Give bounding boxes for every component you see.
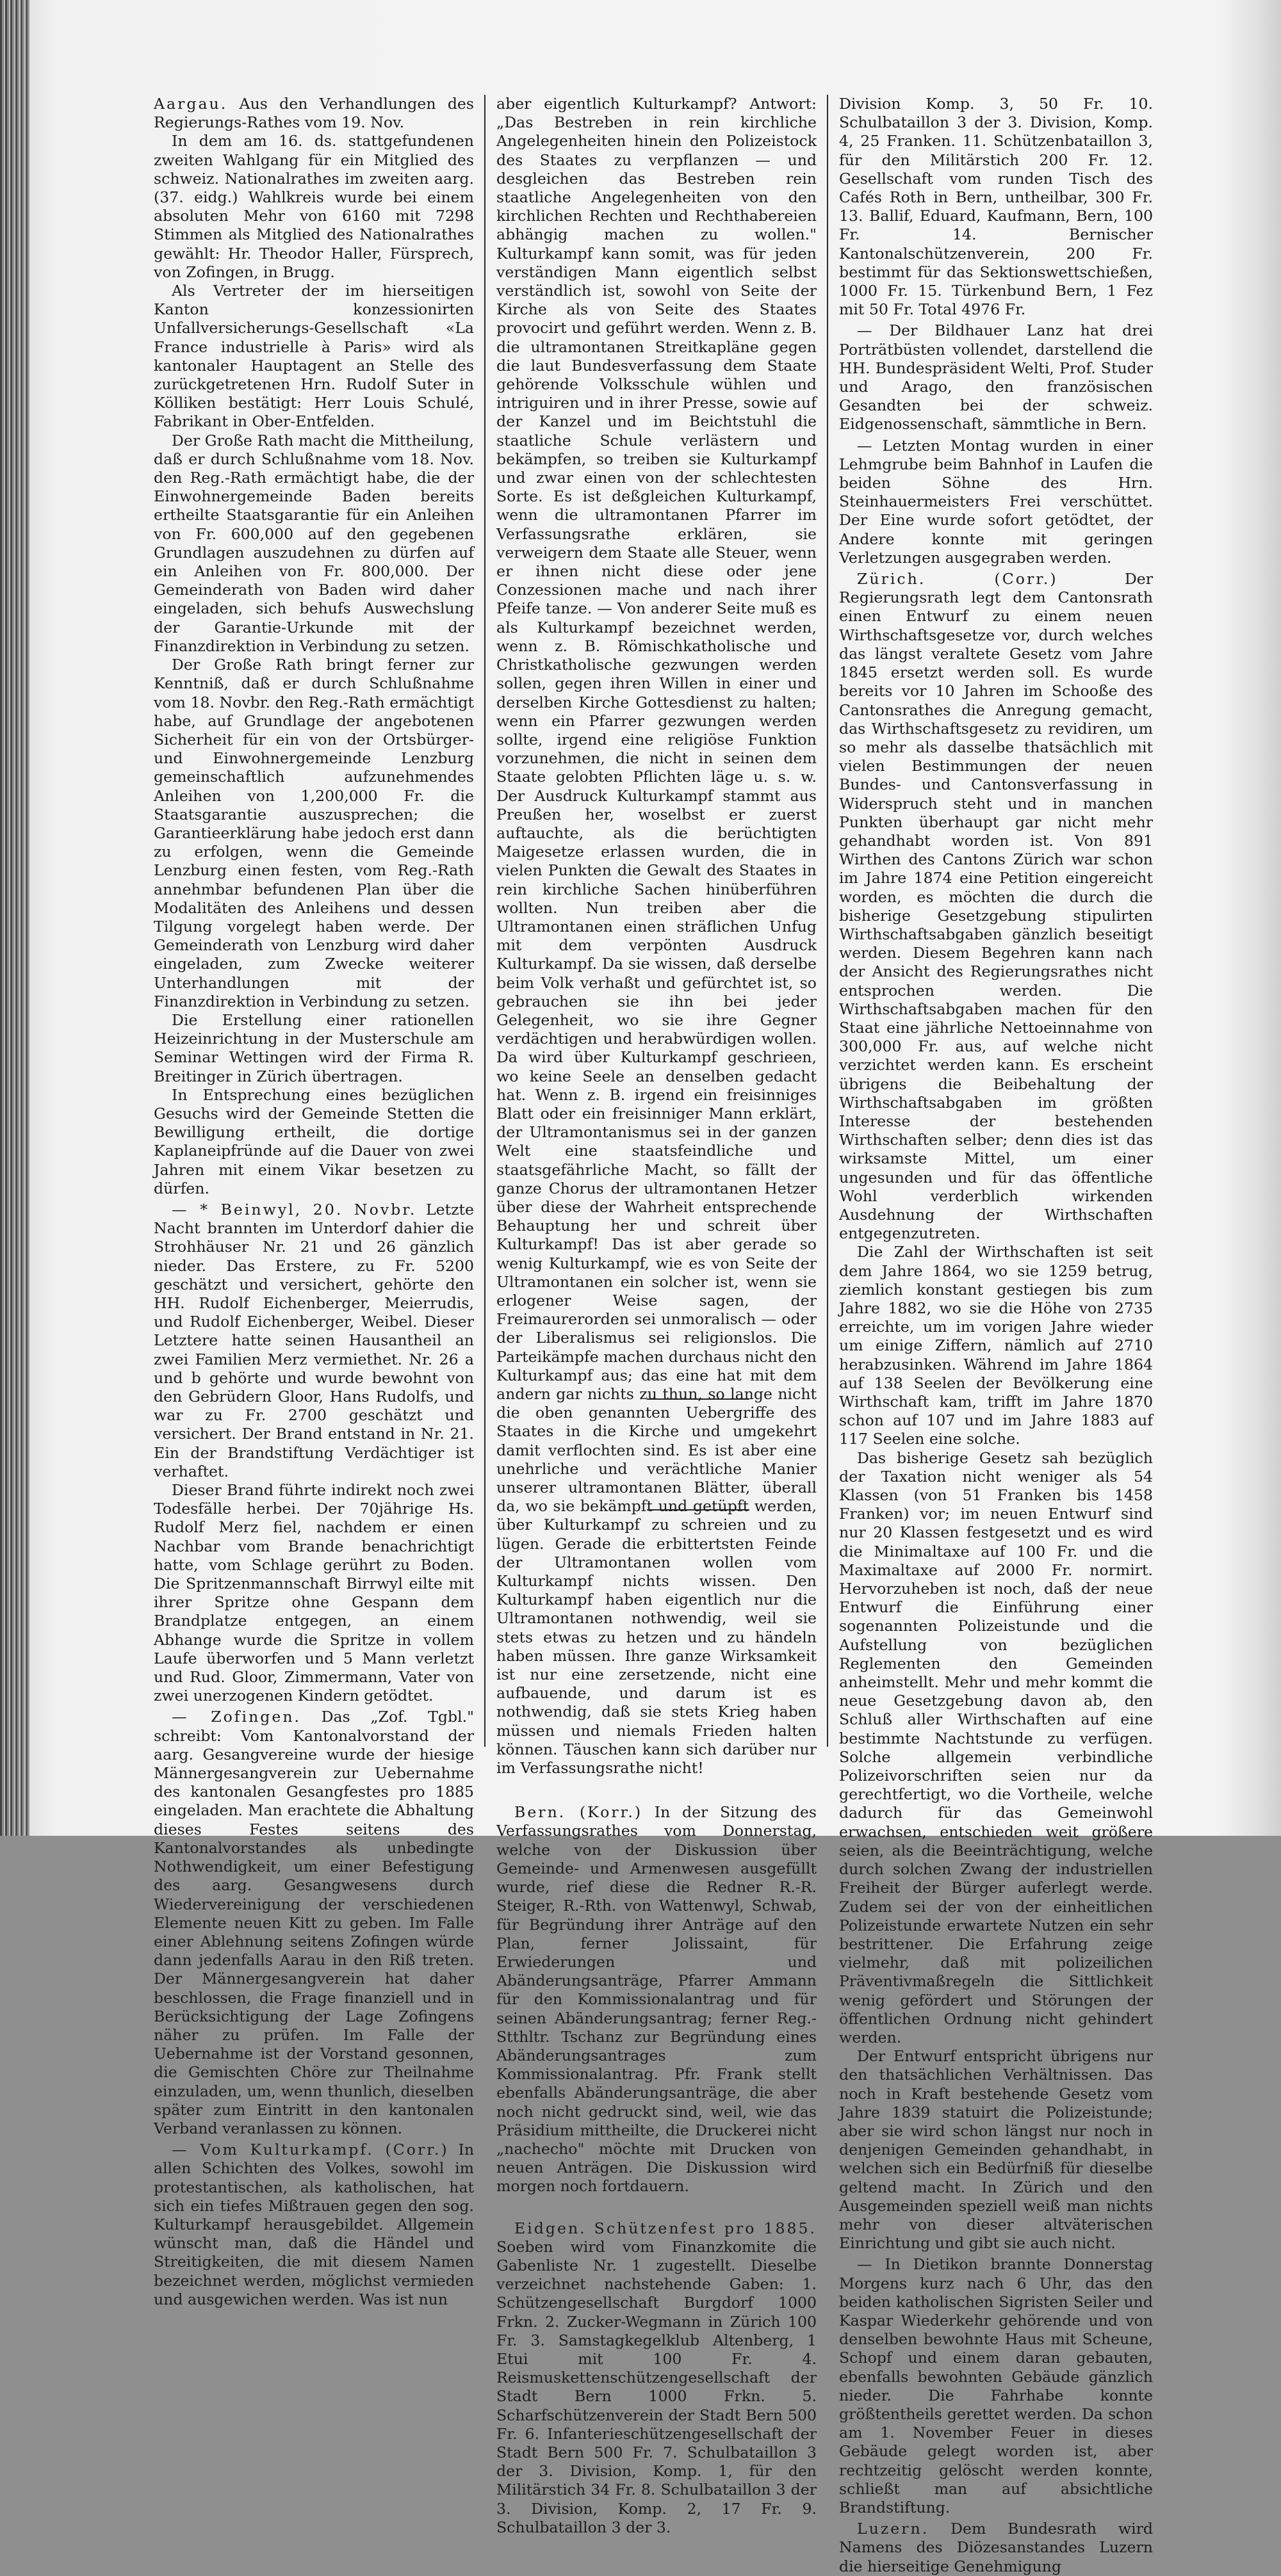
paragraph: Der Große Rath bringt ferner zur Kenntniß, daß er durch Schlußnahme vom 18. Novbr. den Reg.-Rath ermächtigt habe, auf Grundlage der angebotenen Sicherheit für ein von der Ortsbürger- und Einwohnergemeinde Lenzburg gemeinschaftlich aufzunehmendes Anleihen von 1,200,000 Fr. die Staatsgarantie auszusprechen; die Garantieerklärung habe jedoch erst dann zu erfolgen, wenn die Gemeinde Lenzburg einen festen, vom Reg.-Rath annehmbar befundenen Plan über die Modalitäten des Anleihens und dessen Tilgung vorgelegt haben werde. Der Gemeinderath von Lenzburg wird daher eingeladen, zum Zwecke weiterer Unterhandlungen mit der Finanzdirektion in Verbindung zu setzen. — [154, 656, 474, 1010]
paragraph: Die Zahl der Wirthschaften ist seit dem Jahre 1864, wo sie 1259 betrug, ziemlich konstant gestiegen bis zum Jahre 1882, wo sie die Höhe von 2735 erreichte, um im vorigen Jahre wieder um einige Ziffern, nämlich auf 2710 herabzusinken. Während im Jahre 1864 auf 138 Seelen der Bevölkerung eine Wirthschaft kam, trifft im Jahre 1870 schon auf 107 und im Jahre 1883 auf 117 Seelen eine solche. — [839, 1243, 1153, 1448]
article-luzern: Luzern. Dem Bundesrath wird Namens des Diözesanstandes Luzern die hierseitige Genehmigung — [839, 2520, 1153, 2575]
heading-luzern: Luzern. — [857, 2520, 929, 2538]
heading-bern: Bern. (Korr.) — [514, 1803, 643, 1822]
article-laufen: — Letzten Montag wurden in einer Lehmgrube beim Bahnhof in Laufen die beiden Söhne des Hrn. Steinhauermeisters Frei verschüttet. Der Eine wurde sofort getödtet, der Andere konnte mit geringen Verletzungen ausgegraben werden. — [839, 436, 1153, 567]
column-divider-2 — [827, 95, 828, 1747]
article-zuerich: Zürich. (Corr.) Der Regierungsrath legt dem Cantonsrath einen Entwurf zu einem neuen Wirthschaftsgesetze vor, durch welches das längst veraltete Gesetz vom Jahre 1845 ersetzt werden soll. Es wurde bereits vor 10 Jahren im Schooße des Cantonsrathes die Anregung gemacht, das Wirthschaftsgesetz zu revidiren, um so mehr als dasselbe thatsächlich mit vielen Bestimmungen der neuen Bundes- und Cantonsverfassung in Widerspruch steht und in manchen Punkten überhaupt gar nicht mehr gehandhabt worden ist. Von 891 Wirthen des Cantons Zürich war schon im Jahre 1874 eine Petition eingereicht worden, es möchten die durch die bisherige Gesetzgebung stipulirten Wirthschaftsabgaben gänzlich beseitigt werden. Diesem Begehren kann nach der Ansicht des Regierungsrathes nicht entsprochen werden. Die Wirthschaftsabgaben machen für den Staat eine jährliche Nettoeinnahme von 300,000 Fr. aus, auf welche nicht verzichtet werden kann. Es erscheint übrigens die Beibehaltung der Wirthschaftsabgaben im größten Interesse der bestehenden Wirthschaften selber; denn dies ist das wirksamste Mittel, um einer ungesunden und für das öffentliche Wohl verderblich wirkenden Ausdehnung der Wirthschaften entgegenzutreten. — [839, 570, 1153, 1243]
article-schuetzenfest-continued: Division Komp. 3, 50 Fr. 10. Schulbataillon 3 der 3. Division, Komp. 4, 25 Franken. 11. Schützenbataillon 3, für den Militärstich 200 Fr. 12. Gesellschaft vom runden Tisch des Cafés Roth in Bern, untheilbar, 300 Fr. 13. Ballif, Eduard, Kaufmann, Bern, 100 Fr. 14. Bernischer Kantonalschützenverein, 200 Fr. bestimmt für das Sektionswettschießen, 1000 Fr. 15. Türkenbund Bern, 1 Fez mit 50 Fr. Total 4976 Fr. — [839, 95, 1153, 319]
heading-zofingen: — Zofingen. — [172, 1708, 302, 1726]
column-divider-1 — [484, 95, 485, 1747]
article-kulturkampf: — Vom Kulturkampf. (Corr.) In allen Schichten des Volkes, sowohl im protestantischen, als katholischen, hat sich ein tiefes Mißtrauen gegen den sog. Kulturkampf herausgebildet. Allgemein wünscht man, daß die Händel und Streitigkeiten, die mit diesem Namen bezeichnet werden, möglichst vermieden und ausgewichen werden. Was ist nun — [154, 2141, 475, 2308]
article-aargau-intro: Aargau. Aus den Verhandlungen des Regierungs-Rathes vom 19. Nov. — [154, 95, 474, 132]
paragraph: Der Große Rath macht die Mittheilung, daß er durch Schlußnahme vom 18. Nov. den Reg.-Rath ermächtigt habe, die der Einwohnergemeinde Baden bereits ertheilte Staatsgarantie für ein Anleihen von Fr. 600,000 auf den gegebenen Grundlagen auszudehnen zu dürfen auf ein Anleihen von Fr. 800,000. Der Gemeinderath von Baden wird daher eingeladen, sich behufs Auswechslung der Garantie-Urkunde mit der Finanzdirektion in Verbindung zu setzen. — [154, 431, 474, 655]
article-zofingen: — Zofingen. Das „Zof. Tgbl." schreibt: Vom Kantonalvorstand der aarg. Gesangvereine wurde der hiesige Männergesangverein zur Uebernahme des kantonalen Gesangfestes pro 1885 eingeladen. Man erachtete die Abhaltung dieses Festes seitens des Kantonalvorstandes als unbedingte Nothwendigkeit, um einer Befestigung des aarg. Gesangwesens durch Wiedervereinigung der verschiedenen Elemente neuen Kitt zu geben. Im Falle einer Ablehnung seitens Zofingen würde dann jedenfalls Aarau in den Riß treten. Der Männergesangverein hat daher beschlossen, die Frage finanziell und in Berücksichtigung der Lage Zofingens näher zu prüfen. Im Falle der Uebernahme ist der Vorstand gesonnen, die Gemischten Chöre zur Theilnahme einzuladen, um, wenn thunlich, dieselben später zum Eintritt in den kantonalen Verband veranlassen zu können. — [154, 1708, 474, 2137]
article-lanz: — Der Bildhauer Lanz hat drei Porträtbüsten vollendet, darstellend die HH. Bundespräsident Welti, Prof. Studer und Arago, den französischen Gesandten bei der schweiz. Eidgenossenschaft, sämmtliche in Bern. — [839, 321, 1153, 433]
paragraph: In Entsprechung eines bezüglichen Gesuchs wird der Gemeinde Stetten die Bewilligung ertheilt, die dortige Kaplaneipfründe auf die Dauer von zwei Jahren mit einem Vikar besetzen zu dürfen. — [154, 1085, 474, 1197]
article-beinwyl: — * Beinwyl, 20. Novbr. Letzte Nacht brannten im Unterdorf dahier die Strohhäuser Nr. 21 und 26 gänzlich nieder. Das Erstere, zu Fr. 5200 geschätzt und versichert, gehörte den HH. Rudolf Eichenberger, Meierrudis, und Rudolf Eichenberger, Weibel. Dieser Letztere hatte seinen Hausantheil an zwei Familien Merz vermiethet. Nr. 26 a und b gehörte und wurde bewohnt von den Gebrüdern Gloor, Hans Rudolfs, und war zu Fr. 2700 geschätzt und versichert. Der Brand entstand in Nr. 21. Ein der Brandstiftung Verdächtiger ist verhaftet. — [154, 1200, 474, 1480]
newspaper-sheet — [154, 95, 1153, 2575]
column-2 — [496, 95, 817, 2536]
column-1 — [154, 95, 475, 2308]
heading-beinwyl: — * Beinwyl, 20. Novbr. — [172, 1200, 417, 1219]
paragraph: In dem am 16. ds. stattgefundenen zweiten Wahlgang für ein Mitglied des schweiz. Nationalrathes im zweiten aarg. (37. eidg.) Wahlkreis wurde bei einem absoluten Mehr von 6160 mit 7298 Stimmen als Mitglied des Nationalrathes gewählt: Hr. Theodor Haller, Fürsprech, von Zofingen, in Brugg. — [154, 132, 474, 281]
column-3 — [839, 95, 1153, 2575]
paragraph: Dieser Brand führte indirekt noch zwei Todesfälle herbei. Der 70jährige Hs. Rudolf Merz fiel, nachdem er einen Nachbar vom Brande benachrichtigt hatte, vom Schlage gerührt zu Boden. Die Spritzenmannschaft Birrwyl eilte mit ihrer Spritze ohne Gespann dem Brandplatze entgegen, an einem Abhange wurde die Spritze in vollem Laufe überworfen und 5 Mann verletzt und Rud. Gloor, Zimmermann, Vater von zwei unerzogenen Kindern getödtet. — [154, 1481, 474, 1705]
article-bern: Bern. (Korr.) In der Sitzung des Verfassungsrathes vom Donnerstag, welche von der Diskussion über Gemeinde- und Armenwesen ausgefüllt wurde, rief diese die Redner R.-R. Steiger, R.-Rth. von Wattenwyl, Schwab, für Begründung ihrer Anträge auf den Plan, ferner Jolissaint, für Erwiederungen und Abänderungsanträge, Pfarrer Ammann für den Kommissionalantrag und für seinen Abänderungsantrag; ferner Reg.-Stthltr. Tschanz zur Begründung eines Abänderungsantrages zum Kommissionalantrag. Pfr. Frank stellt ebenfalls Abänderungsanträge, die aber noch nicht gedruckt sind, weil, wie das Präsidium mittheilte, die Druckerei nicht „nachecho" möchte mit Drucken von neuen Anträgen. Die Diskussion wird morgen noch fortdauern. — [496, 1803, 817, 2196]
paragraph: Als Vertreter der im hierseitigen Kanton konzessionirten Unfallversicherungs-Gesellschaft «La France industrielle à Paris» wird als kantonaler Hauptagent an Stelle des zurückgetretenen Hrn. Rudolf Suter in Kölliken bestätigt: Herr Louis Schulé, Fabrikant in Ober-Entfelden. — [154, 282, 474, 431]
article-dietikon: — In Dietikon brannte Donnerstag Morgens kurz nach 6 Uhr, das den beiden katholischen Sigristen Seiler und Kaspar Wiederkehr gehörende und von denselben bewohnte Haus mit Scheune, Schopf und einem daran gebauten, ebenfalls bewohnten Gebäude gänzlich nieder. Die Fahrhabe konnte größtentheils gerettet werden. Da schon am 1. November Feuer in dieses Gebäude gelegt worden ist, aber rechtzeitig gelöscht werden konnte, schließt man auf absichtliche Brandstiftung. — [839, 2255, 1153, 2516]
paragraph: Der Entwurf entspricht übrigens nur den thatsächlichen Verhältnissen. Das noch in Kraft bestehende Gesetz vom Jahre 1839 statuirt die Polizeistunde; aber sie wird schon längst nur noch in denjenigen Gemeinden gehandhabt, in welchen sich ein Bedürfniß für dieselbe geltend macht. In Zürich und den Ausgemeinden speziell weiß man nichts mehr von dieser altväterischen Einrichtung und gibt sie auch nicht. — [839, 2047, 1153, 2253]
heading-zuerich: Zürich. (Corr.) — [857, 570, 1058, 588]
article-schuetzenfest: Eidgen. Schützenfest pro 1885. Soeben wird vom Finanzkomite die Gabenliste Nr. 1 zugestellt. Dieselbe verzeichnet nachstehende Gaben: 1. Schützengesellschaft Burgdorf 1000 Frkn. 2. Zucker-Wegmann in Zürich 100 Fr. 3. Samstagkegelklub Altenberg, 1 Etui mit 100 Fr. 4. Reismuskettenschützengesellschaft der Stadt Bern 1000 Frkn. 5. Scharfschützenverein der Stadt Bern 500 Fr. 6. Infanterieschützengesellschaft der Stadt Bern 500 Fr. 7. Schulbataillon 3 der 3. Division, Komp. 1, für den Militärstich 34 Fr. 8. Schulbataillon 3 der 3. Division, Komp. 2, 17 Fr. 9. Schulbataillon 3 der 3. — [496, 2219, 817, 2536]
heading-schuetzenfest: Eidgen. Schützenfest pro 1885. — [514, 2219, 817, 2237]
paragraph: Das bisherige Gesetz sah bezüglich der Taxation nicht weniger als 54 Klassen (von 51 Franken bis 1458 Franken) vor; im neuen Entwurf sind nur 20 Klassen festgesetzt und es wird die Minimaltaxe auf 100 Fr. und die Maximaltaxe auf 2000 Fr. normirt. Hervorzuheben ist noch, daß der neue Entwurf die Einführung einer sogenannten Polizeistunde und die Aufstellung von bezüglichen Reglementen den Gemeinden anheimstellt. Mehr und mehr kommt die neue Gesetzgebung davon ab, den Schluß aller Wirthschaften auf eine bestimmte Nachtstunde zu verfügen. Solche allgemein verbindliche Polizeivorschriften seien nur da gerechtfertigt, wo die Vortheile, welche dadurch für das Gemeinwohl erwachsen, entschieden weit größere seien, als die Beeinträchtigung, welche durch solchen Zwang der industriellen Freiheit der Bürger auferlegt werde. Zudem sei der von der einheitlichen Polizeistunde erwartete Nutzen ein sehr bestrittener. Die Erfahrung zeige vielmehr, daß mit polizeilichen Präventivmaßregeln die Sittlichkeit wenig gefördert und Störungen der öffentlichen Ordnung nicht gehindert werden. — [839, 1448, 1153, 2046]
paragraph: Die Erstellung einer rationellen Heizeinrichtung in der Musterschule am Seminar Wettingen wird der Firma R. Breitinger in Zürich übertragen. — [154, 1010, 474, 1085]
heading-aargau: Aargau. — [154, 95, 228, 113]
book-spine-edge — [0, 0, 29, 1836]
heading-kulturkampf: — Vom Kulturkampf. (Corr.) — [172, 2141, 449, 2159]
article-kulturkampf-continued: aber eigentlich Kulturkampf? Antwort: „Das Bestreben in rein kirchliche Angelegenheiten hinein den Polizeistock des Staates zu verpflanzen — und desgleichen das Bestreben rein staatliche Angelegenheiten von den kirchlichen Rechten und Rechthabereien abhängig machen zu wollen." Kulturkampf kann somit, was für jeden verständigen Mann eigentlich selbst verständlich ist, sowohl von Seite der Kirche als von Seite des Staates provocirt und geführt werden. Wenn z. B. die ultramontanen Streitkapläne gegen die laut Bundesverfassung dem Staate gehörende Volksschule wühlen und intriguiren und in ihrer Presse, sowie auf der Kanzel und im Beichtstuhl die staatliche Schule verlästern und bekämpfen, so treiben sie Kulturkampf und zwar einen von der schlechtesten Sorte. Es ist deßgleichen Kulturkampf, wenn die ultramontanen Pfarrer im Verfassungsrathe erklären, sie verweigern dem Staate alle Steuer, wenn er ihnen nicht diese oder jene Conzessionen mache und nach ihrer Pfeife tanze. — Von anderer Seite muß es als Kulturkampf bezeichnet werden, wenn z. B. Römischkatholische und Christkatholische gezwungen werden sollen, gegen ihren Willen in einer und derselben Kirche Gottesdienst zu halten; wenn ein Pfarrer gezwungen werden sollte, irgend eine religiöse Funktion vorzunehmen, die nicht in seinen dem Staate gelobten Pflichten läge u. s. w. Der Ausdruck Kulturkampf stammt aus Preußen her, woselbst er zuerst auftauchte, als die berüchtigten Maigesetze erlassen wurden, die in vielen Punkten die Gewalt des Staates in rein kirchliche Sachen hinüberführen wollten. Nun treiben aber die Ultramontanen einen sträflichen Unfug mit dem verpönten Ausdruck Kulturkampf. Da sie wissen, daß derselbe beim Volk verhaßt und gefürchtet ist, so gebrauchen sie ihn bei jeder Gelegenheit, wo sie ihre Gegner verdächtigen und herabwürdigen wollen. Da wird über Kulturkampf geschrieen, wo keine Seele an denselben gedacht hat. Wenn z. B. irgend ein freisinniges Blatt oder ein freisinniger Mann erklärt, der Ultramontanismus sei in der ganzen Welt eine staatsfeindliche und staatsgefährliche Macht, so fällt der ganze Chorus der ultramontanen Hetzer über diese der Wahrheit entsprechende Behauptung her und schreit über Kulturkampf! Das ist aber gerade so wenig Kulturkampf, wie es von Seite der Ultramontanen ein solcher ist, wenn sie erlogener Weise sagen, der Freimaurerorden sei unmoralisch — oder der Liberalismus sei religionslos. Die Parteikämpfe machen durchaus nicht den Kulturkampf aus; das eine hat mit dem andern gar nichts zu thun, so lange nicht die oben genannten Uebergriffe des Staates in die Kirche und umgekehrt damit verflochten sind. Es ist aber eine unehrliche und verächtliche Manier unserer ultramontanen Blätter, überall da, wo sie bekämpft und getüpft werden, über Kulturkampf zu schreien und zu lügen. Gerade die erbittertsten Feinde der Ultramontanen wollen vom Kulturkampf nichts wissen. Den Kulturkampf haben eigentlich nur die Ultramontanen nothwendig, weil sie stets etwas zu hetzen und zu händeln haben müssen. Ihre ganze Wirksamkeit ist nur eine zersetzende, nicht eine aufbauende, und darum ist es nothwendig, daß sie stets Krieg haben müssen und niemals Frieden halten können. Täuschen kann sich darüber nur im Verfassungsrathe nicht! — [496, 95, 817, 1778]
